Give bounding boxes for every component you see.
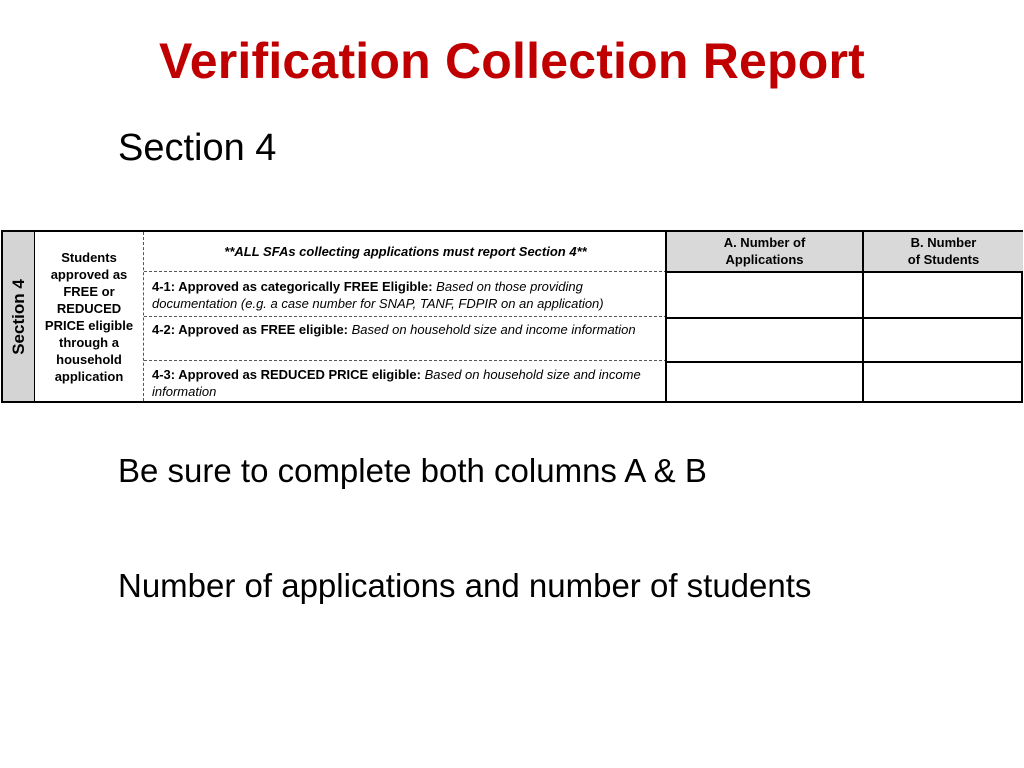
row-label: 4-3: Approved as REDUCED PRICE eligible:	[152, 367, 425, 382]
column-a-header	[667, 232, 862, 273]
form-row-4-2	[144, 318, 667, 361]
column-a-number-of-applications	[665, 232, 862, 401]
row-detail: Based on those providing documentation (e.g. a case number for SNAP, TANF, FDPIR on an application)	[152, 279, 604, 311]
column-a-header-line2: Applications	[725, 252, 804, 267]
input-cell-4-1-students[interactable]	[864, 273, 1023, 319]
slide-subtitle: Section 4	[118, 127, 277, 169]
column-b-header-line2: of Students	[907, 252, 980, 267]
row-label: 4-2: Approved as FREE eligible:	[152, 322, 352, 337]
column-b-header-line1: B. Number	[910, 235, 977, 250]
input-cell-4-2-students[interactable]	[864, 319, 1023, 363]
input-cell-4-1-applications[interactable]	[667, 273, 862, 319]
form-row-4-1	[144, 273, 667, 317]
input-cell-4-3-applications[interactable]	[667, 363, 862, 403]
section-side-label-cell	[3, 232, 35, 401]
bullet-applications-and-students: Number of applications and number of students	[118, 567, 812, 604]
form-notice: **ALL SFAs collecting applications must report Section 4**	[144, 232, 667, 272]
section-side-label: Section 4	[8, 278, 28, 355]
category-description-cell	[35, 232, 144, 401]
row-detail: Based on household size and income information	[152, 367, 641, 399]
row-detail: Based on household size and income information	[351, 322, 636, 337]
category-description: Students approved as FREE or REDUCED PRICE eligible through a household application	[44, 249, 134, 384]
slide-title: Verification Collection Report	[158, 33, 866, 89]
row-label: 4-1: Approved as categorically FREE Eligible:	[152, 279, 437, 294]
form-row-4-3	[144, 362, 667, 403]
input-cell-4-2-applications[interactable]	[667, 319, 862, 363]
column-b-number-of-students	[862, 232, 1023, 401]
input-cell-4-3-students[interactable]	[864, 363, 1023, 403]
bullet-complete-columns: Be sure to complete both columns A & B	[118, 452, 707, 489]
column-a-header-line1: A. Number of	[723, 235, 806, 250]
report-form-section-4	[1, 230, 1023, 403]
column-b-header	[864, 232, 1023, 273]
